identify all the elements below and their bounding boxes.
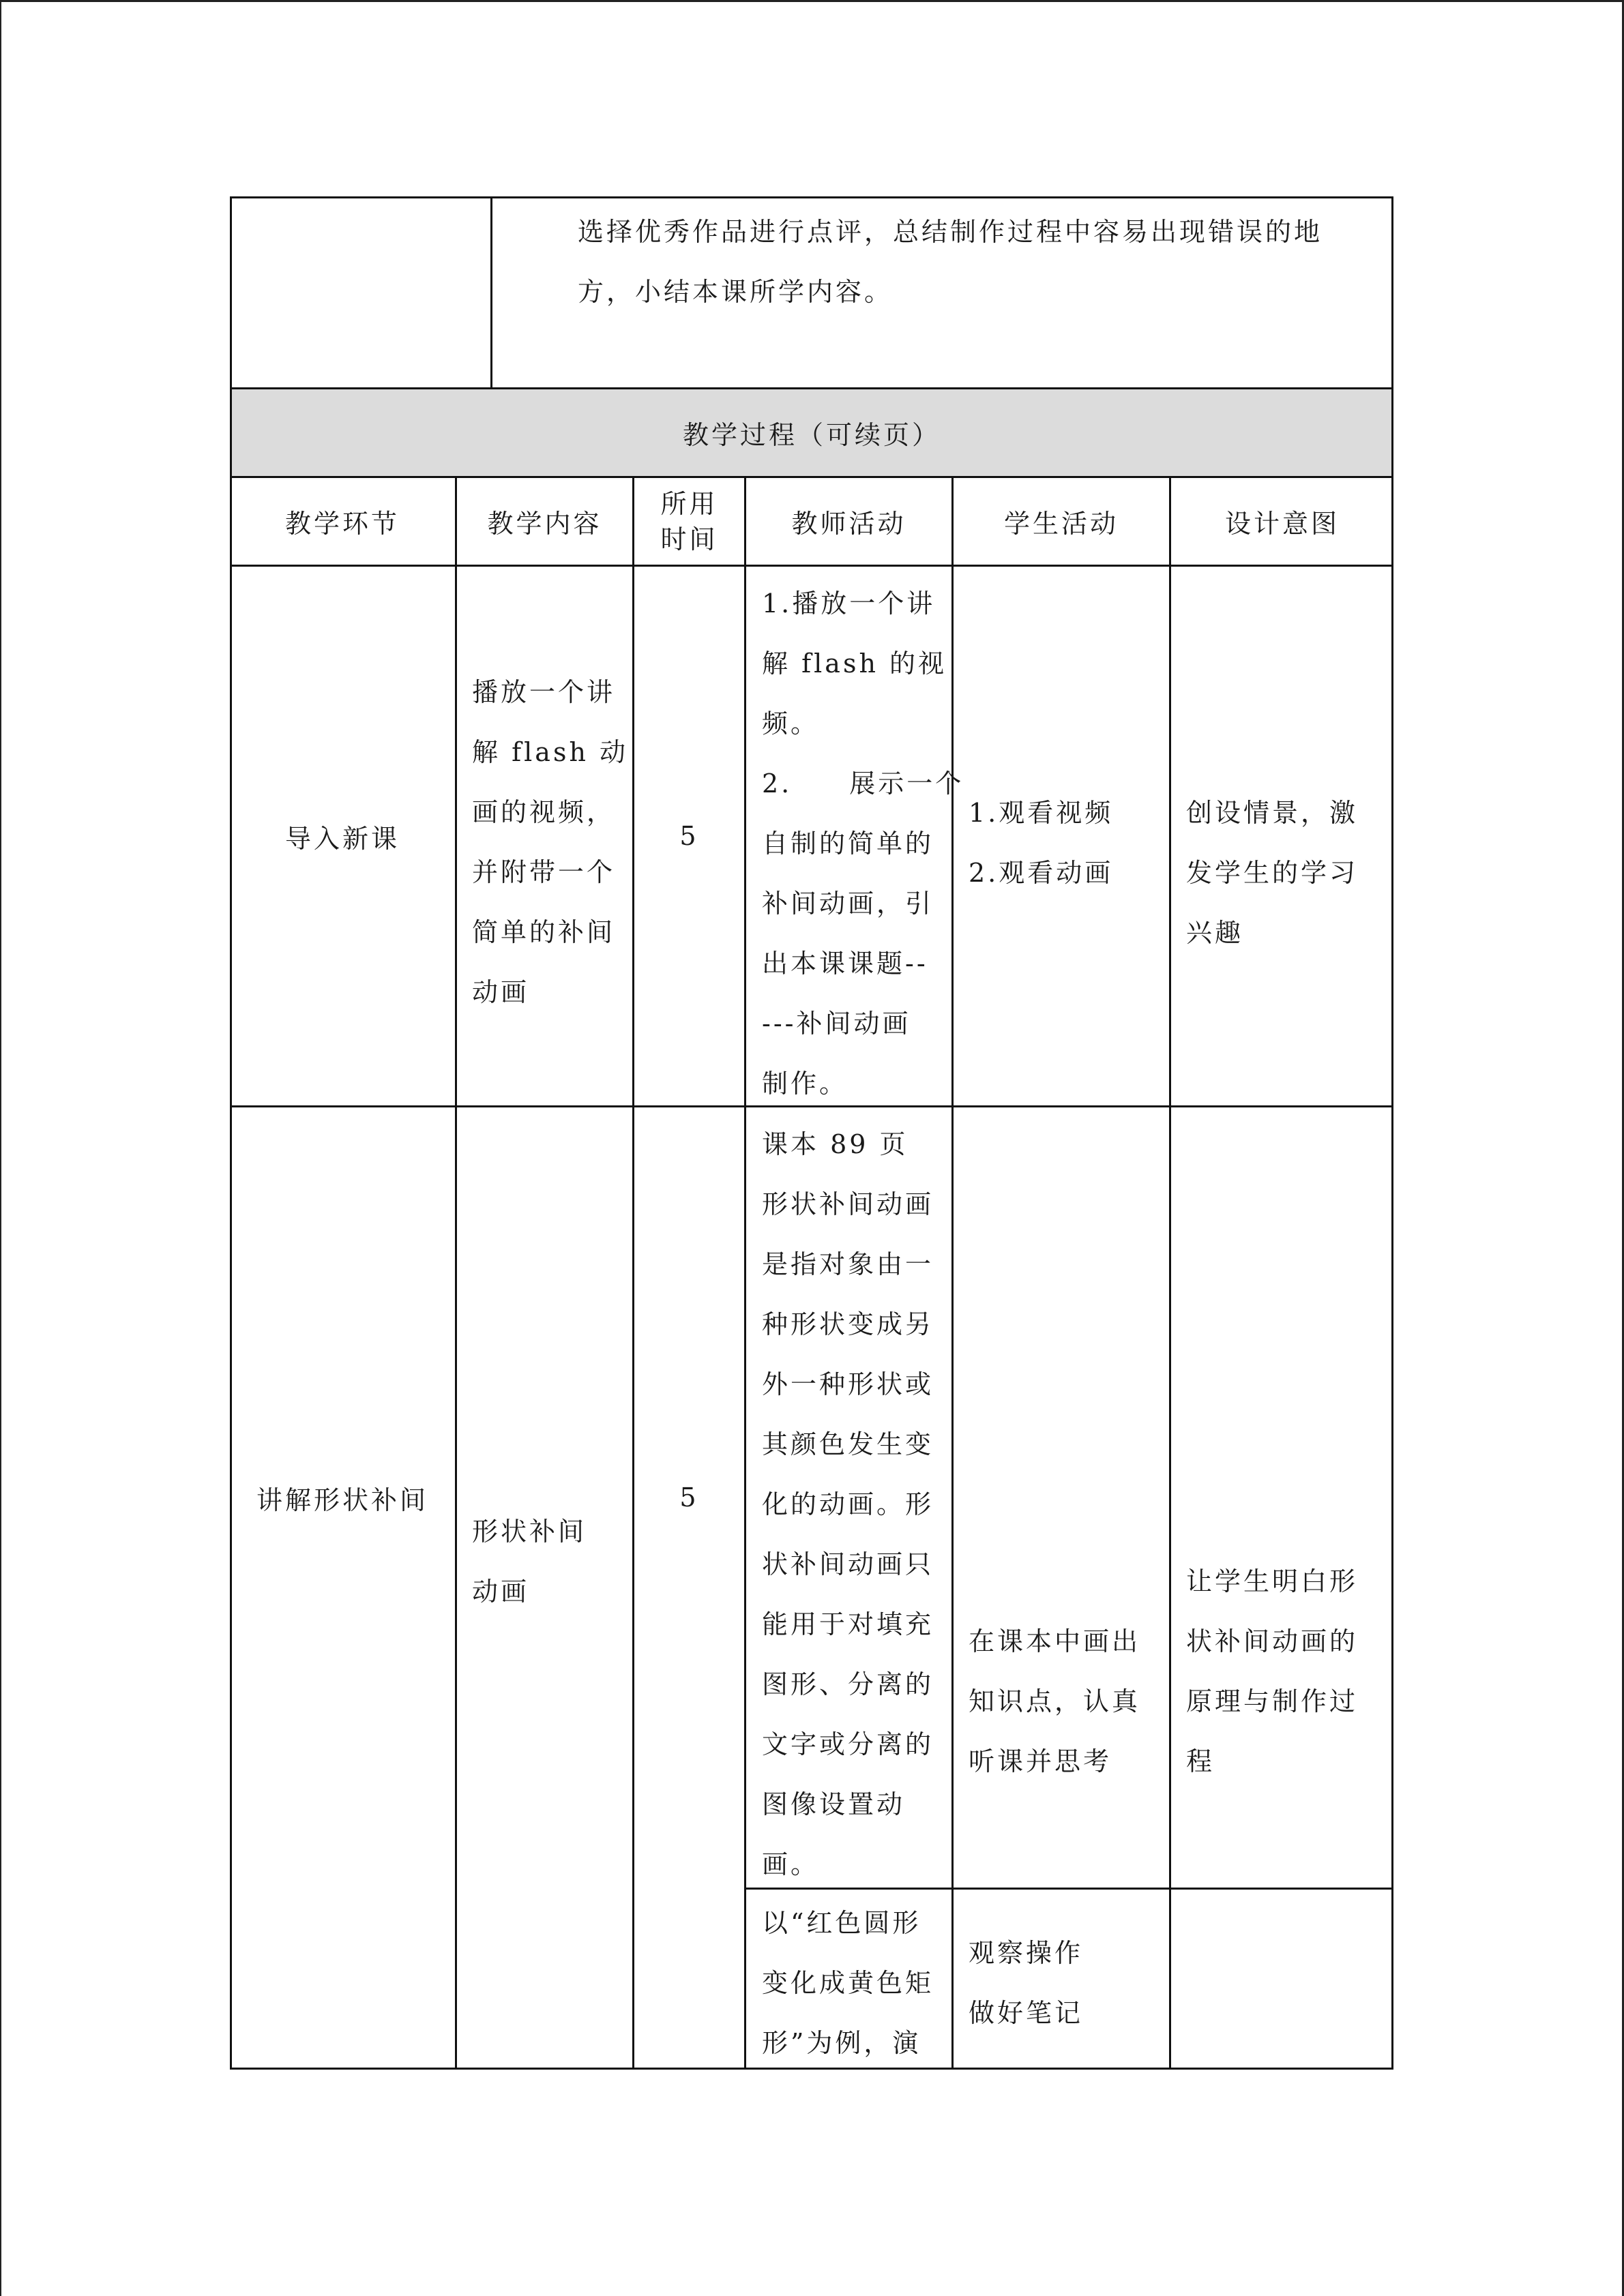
row1-content-line: 画的视频， (472, 797, 616, 827)
header-time-line1: 所用 (660, 488, 718, 519)
row1-teacher-line: 自制的简单的 (762, 829, 934, 859)
row3-student-line: 做好笔记 (969, 1998, 1084, 2028)
row2-teacher-line: 其颜色发生变 (762, 1429, 934, 1459)
subrow-rule (744, 1888, 1393, 1890)
header-stage: 教学环节 (284, 509, 400, 539)
row2-teacher-line: 能用于对填充 (762, 1609, 934, 1639)
row3-teacher-line: 变化成黄色矩 (762, 1968, 934, 1998)
row1-time: 5 (679, 821, 699, 851)
row1-student (969, 783, 1113, 903)
top-line-2: 方，小结本课所学内容。 (578, 277, 894, 307)
row2-teacher (762, 1114, 934, 1894)
row2-content (472, 1502, 587, 1622)
row2-intent-line: 程 (1186, 1746, 1215, 1776)
row1-intent (1186, 783, 1358, 963)
header-teacher: 教师活动 (791, 509, 906, 539)
row1-content-line: 动画 (472, 977, 530, 1007)
row1-teacher (762, 573, 964, 1114)
lesson-plan-table (230, 196, 1393, 2070)
row1-student-line: 2.观看动画 (969, 858, 1114, 888)
row2-student-line: 知识点，认真 (969, 1686, 1141, 1716)
header-time-line2: 时间 (660, 524, 718, 554)
row1-content-line: 简单的补间 (472, 917, 616, 947)
top-divider (490, 196, 492, 389)
row1-teacher-line: ---补间动画 (762, 1009, 911, 1039)
row1-teacher-line: 解 flash 的视 (762, 648, 947, 679)
row2-intent-line: 原理与制作过 (1186, 1686, 1359, 1716)
col-divider (1169, 476, 1171, 2070)
row2-intent-line: 状补间动画的 (1186, 1626, 1359, 1656)
process-title: 教学过程（可续页） (682, 420, 941, 450)
row1-content-line: 播放一个讲 (472, 677, 616, 707)
header-intent: 设计意图 (1224, 509, 1340, 539)
row1-student-line: 1.观看视频 (969, 798, 1114, 828)
header-content: 教学内容 (487, 509, 602, 539)
row1-content (472, 662, 628, 1022)
col-divider (455, 476, 457, 2070)
page-top-border (0, 0, 1624, 2)
row2-teacher-line: 形状补间动画 (762, 1189, 934, 1219)
row2-teacher-line: 画。 (762, 1849, 820, 1879)
row1-teacher-line: 制作。 (762, 1069, 848, 1099)
top-line-1: 选择优秀作品进行点评，总结制作过程中容易出现错误的地 (578, 217, 1323, 247)
row2-teacher-line: 图形、分离的 (762, 1669, 934, 1699)
row2-teacher-line: 文字或分离的 (762, 1729, 934, 1759)
header-time (634, 478, 744, 565)
row2-teacher-line: 外一种形状或 (762, 1369, 934, 1399)
row1-teacher-line: 2. 展示一个 (762, 769, 964, 799)
row2-teacher-line: 种形状变成另 (762, 1309, 934, 1339)
page-left-border (0, 0, 1, 2296)
row2-student (969, 1611, 1140, 1791)
row1-teacher-line: 1.播放一个讲 (762, 588, 936, 618)
col-divider (744, 476, 746, 2070)
header-student: 学生活动 (1003, 509, 1119, 539)
row2-teacher-line: 课本 89 页 (762, 1129, 909, 1159)
row2-teacher-line: 图像设置动 (762, 1789, 906, 1819)
row1-intent-line: 创设情景，激 (1186, 798, 1359, 828)
row3-teacher-line: 形”为例，演 (762, 2028, 921, 2058)
row1-teacher-line: 频。 (762, 709, 820, 739)
row1-intent-line: 兴趣 (1186, 918, 1244, 948)
row3-teacher (762, 1893, 934, 2073)
row2-intent (1186, 1551, 1358, 1791)
row1-teacher-line: 补间动画，引 (762, 889, 934, 919)
row2-stage: 讲解形状补间 (256, 1485, 428, 1515)
row2-student-line: 听课并思考 (969, 1746, 1112, 1776)
row2-intent-line: 让学生明白形 (1186, 1566, 1359, 1596)
row2-teacher-line: 是指对象由一 (762, 1249, 934, 1279)
row2-teacher-line: 状补间动画只 (762, 1549, 934, 1579)
row1-intent-line: 发学生的学习 (1186, 858, 1359, 888)
row1-stage: 导入新课 (284, 823, 400, 854)
row2-teacher-line: 化的动画。形 (762, 1489, 934, 1519)
row1-content-line: 并附带一个 (472, 857, 616, 887)
row1-teacher-line: 出本课课题-- (762, 949, 928, 979)
row2-student-line: 在课本中画出 (969, 1626, 1141, 1656)
row1-content-line: 解 flash 动 (472, 737, 629, 767)
row2-time: 5 (679, 1482, 699, 1512)
row2-content-line: 形状补间 (472, 1517, 587, 1547)
row3-student-line: 观察操作 (969, 1938, 1084, 1968)
row3-student (969, 1923, 1083, 2043)
row2-content-line: 动画 (472, 1577, 530, 1607)
row3-teacher-line: 以“红色圆形 (762, 1908, 921, 1938)
